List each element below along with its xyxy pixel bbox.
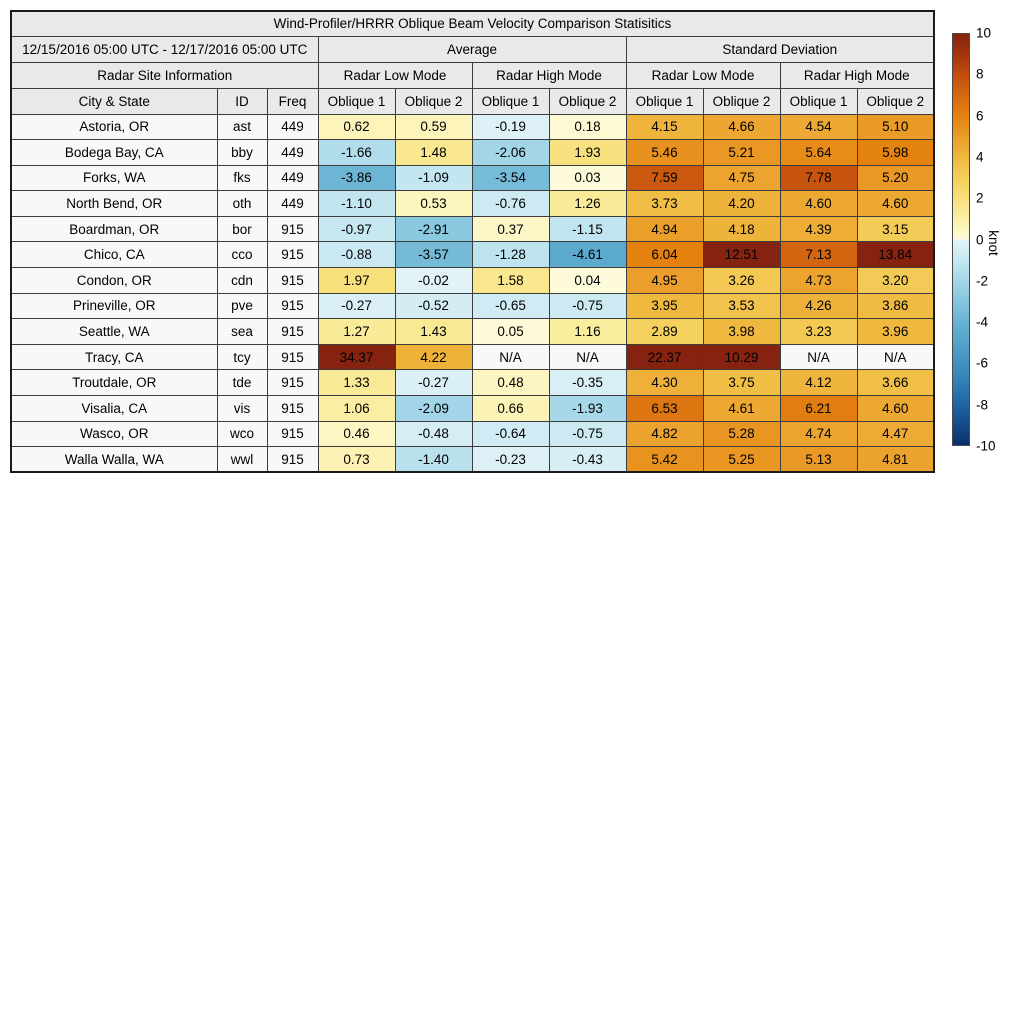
value-cell: 4.60 bbox=[857, 396, 934, 422]
city-cell: Chico, CA bbox=[11, 242, 217, 268]
header-city-state: City & State bbox=[11, 88, 217, 114]
city-cell: Seattle, WA bbox=[11, 319, 217, 345]
value-cell: 4.75 bbox=[703, 165, 780, 191]
header-average: Average bbox=[318, 36, 626, 62]
value-cell: 4.61 bbox=[703, 396, 780, 422]
value-cell: 4.22 bbox=[395, 344, 472, 370]
value-cell: 10.29 bbox=[703, 344, 780, 370]
header-avg-high-mode: Radar High Mode bbox=[472, 62, 626, 88]
header-avg-low-mode: Radar Low Mode bbox=[318, 62, 472, 88]
freq-cell: 449 bbox=[267, 191, 318, 217]
city-cell: Visalia, CA bbox=[11, 396, 217, 422]
id-cell: wwl bbox=[217, 447, 267, 473]
value-cell: 0.46 bbox=[318, 421, 395, 447]
id-cell: sea bbox=[217, 319, 267, 345]
value-cell: 0.18 bbox=[549, 114, 626, 140]
table-body bbox=[11, 114, 934, 472]
value-cell: -1.10 bbox=[318, 191, 395, 217]
colorbar-tick-label: -2 bbox=[976, 273, 989, 289]
freq-cell: 915 bbox=[267, 216, 318, 242]
city-cell: Condon, OR bbox=[11, 268, 217, 294]
value-cell: -0.43 bbox=[549, 447, 626, 473]
value-cell: 3.96 bbox=[857, 319, 934, 345]
table-row bbox=[11, 421, 934, 447]
stats-table bbox=[10, 10, 935, 473]
table-row bbox=[11, 268, 934, 294]
value-cell: 7.78 bbox=[780, 165, 857, 191]
value-cell: N/A bbox=[857, 344, 934, 370]
colorbar-tick-label: 6 bbox=[976, 108, 984, 124]
value-cell: 6.53 bbox=[626, 396, 703, 422]
value-cell: 3.15 bbox=[857, 216, 934, 242]
value-cell: 34.37 bbox=[318, 344, 395, 370]
table-row bbox=[11, 114, 934, 140]
value-cell: 4.60 bbox=[857, 191, 934, 217]
value-cell: -0.48 bbox=[395, 421, 472, 447]
table-row bbox=[11, 344, 934, 370]
value-cell: N/A bbox=[780, 344, 857, 370]
value-cell: 7.59 bbox=[626, 165, 703, 191]
value-cell: -0.52 bbox=[395, 293, 472, 319]
freq-cell: 915 bbox=[267, 293, 318, 319]
value-cell: 13.84 bbox=[857, 242, 934, 268]
value-cell: -1.40 bbox=[395, 447, 472, 473]
value-cell: 0.48 bbox=[472, 370, 549, 396]
value-cell: 0.59 bbox=[395, 114, 472, 140]
value-cell: -1.66 bbox=[318, 140, 395, 166]
value-cell: -0.75 bbox=[549, 421, 626, 447]
value-cell: 0.03 bbox=[549, 165, 626, 191]
table-row bbox=[11, 370, 934, 396]
value-cell: 1.26 bbox=[549, 191, 626, 217]
value-cell: 1.43 bbox=[395, 319, 472, 345]
value-cell: 1.48 bbox=[395, 140, 472, 166]
header-freq: Freq bbox=[267, 88, 318, 114]
freq-cell: 915 bbox=[267, 344, 318, 370]
freq-cell: 915 bbox=[267, 319, 318, 345]
value-cell: 1.97 bbox=[318, 268, 395, 294]
header-radar-site-information: Radar Site Information bbox=[11, 62, 318, 88]
value-cell: 6.04 bbox=[626, 242, 703, 268]
city-cell: Walla Walla, WA bbox=[11, 447, 217, 473]
id-cell: ast bbox=[217, 114, 267, 140]
value-cell: 0.66 bbox=[472, 396, 549, 422]
value-cell: 3.95 bbox=[626, 293, 703, 319]
value-cell: -2.91 bbox=[395, 216, 472, 242]
city-cell: Boardman, OR bbox=[11, 216, 217, 242]
colorbar-tick-label: 0 bbox=[976, 232, 984, 247]
mode-header-row bbox=[11, 62, 934, 88]
value-cell: -0.19 bbox=[472, 114, 549, 140]
id-cell: bor bbox=[217, 216, 267, 242]
value-cell: 4.82 bbox=[626, 421, 703, 447]
value-cell: -0.88 bbox=[318, 242, 395, 268]
value-cell: 6.21 bbox=[780, 396, 857, 422]
value-cell: 5.21 bbox=[703, 140, 780, 166]
value-cell: 1.58 bbox=[472, 268, 549, 294]
value-cell: 3.53 bbox=[703, 293, 780, 319]
table-row bbox=[11, 216, 934, 242]
id-cell: oth bbox=[217, 191, 267, 217]
value-cell: -0.35 bbox=[549, 370, 626, 396]
freq-cell: 915 bbox=[267, 268, 318, 294]
table-row bbox=[11, 165, 934, 191]
colorbar-unit-label: knot bbox=[986, 230, 1001, 256]
value-cell: 5.10 bbox=[857, 114, 934, 140]
value-cell: 4.39 bbox=[780, 216, 857, 242]
id-cell: vis bbox=[217, 396, 267, 422]
value-cell: 4.54 bbox=[780, 114, 857, 140]
value-cell: 4.81 bbox=[857, 447, 934, 473]
header-std-high-mode: Radar High Mode bbox=[780, 62, 934, 88]
value-cell: 4.47 bbox=[857, 421, 934, 447]
value-cell: 22.37 bbox=[626, 344, 703, 370]
value-cell: N/A bbox=[472, 344, 549, 370]
value-cell: -1.93 bbox=[549, 396, 626, 422]
value-cell: -0.65 bbox=[472, 293, 549, 319]
value-cell: 0.62 bbox=[318, 114, 395, 140]
freq-cell: 915 bbox=[267, 242, 318, 268]
freq-cell: 449 bbox=[267, 165, 318, 191]
colorbar-tick-label: 10 bbox=[976, 25, 992, 41]
value-cell: 3.75 bbox=[703, 370, 780, 396]
table-title: Wind-Profiler/HRRR Oblique Beam Velocity Comparison Statisitics bbox=[11, 11, 934, 36]
header-standard-deviation: Standard Deviation bbox=[626, 36, 934, 62]
id-cell: wco bbox=[217, 421, 267, 447]
value-cell: -3.54 bbox=[472, 165, 549, 191]
colorbar-tick-label: -8 bbox=[976, 397, 989, 413]
header-oblique-1: Oblique 1 bbox=[780, 88, 857, 114]
group-header-row bbox=[11, 36, 934, 62]
table-row bbox=[11, 140, 934, 166]
city-cell: Prineville, OR bbox=[11, 293, 217, 319]
freq-cell: 915 bbox=[267, 370, 318, 396]
value-cell: 0.04 bbox=[549, 268, 626, 294]
city-cell: Tracy, CA bbox=[11, 344, 217, 370]
header-oblique-1: Oblique 1 bbox=[626, 88, 703, 114]
value-cell: 5.98 bbox=[857, 140, 934, 166]
value-cell: -1.09 bbox=[395, 165, 472, 191]
value-cell: 4.20 bbox=[703, 191, 780, 217]
column-header-row bbox=[11, 88, 934, 114]
value-cell: 3.23 bbox=[780, 319, 857, 345]
id-cell: bby bbox=[217, 140, 267, 166]
city-cell: Bodega Bay, CA bbox=[11, 140, 217, 166]
value-cell: -0.23 bbox=[472, 447, 549, 473]
city-cell: Forks, WA bbox=[11, 165, 217, 191]
colorbar-tick-label: -6 bbox=[976, 355, 989, 371]
value-cell: -2.09 bbox=[395, 396, 472, 422]
header-std-low-mode: Radar Low Mode bbox=[626, 62, 780, 88]
value-cell: 3.26 bbox=[703, 268, 780, 294]
freq-cell: 915 bbox=[267, 447, 318, 473]
header-oblique-1: Oblique 1 bbox=[472, 88, 549, 114]
header-id: ID bbox=[217, 88, 267, 114]
value-cell: -1.15 bbox=[549, 216, 626, 242]
value-cell: -3.86 bbox=[318, 165, 395, 191]
colorbar-tick-label: 8 bbox=[976, 66, 984, 82]
header-oblique-1: Oblique 1 bbox=[318, 88, 395, 114]
freq-cell: 449 bbox=[267, 140, 318, 166]
value-cell: 5.42 bbox=[626, 447, 703, 473]
value-cell: -2.06 bbox=[472, 140, 549, 166]
value-cell: 4.95 bbox=[626, 268, 703, 294]
title-row bbox=[11, 11, 934, 36]
city-cell: Astoria, OR bbox=[11, 114, 217, 140]
colorbar-tick-label: 2 bbox=[976, 190, 984, 206]
header-oblique-2: Oblique 2 bbox=[395, 88, 472, 114]
value-cell: 1.06 bbox=[318, 396, 395, 422]
value-cell: 12.51 bbox=[703, 242, 780, 268]
value-cell: -0.02 bbox=[395, 268, 472, 294]
value-cell: 2.89 bbox=[626, 319, 703, 345]
value-cell: -0.97 bbox=[318, 216, 395, 242]
value-cell: 5.64 bbox=[780, 140, 857, 166]
colorbar bbox=[952, 33, 970, 446]
value-cell: 4.30 bbox=[626, 370, 703, 396]
colorbar-tick-label: -10 bbox=[976, 438, 996, 454]
value-cell: 4.94 bbox=[626, 216, 703, 242]
value-cell: 5.25 bbox=[703, 447, 780, 473]
value-cell: 1.93 bbox=[549, 140, 626, 166]
value-cell: -1.28 bbox=[472, 242, 549, 268]
freq-cell: 915 bbox=[267, 421, 318, 447]
value-cell: -0.76 bbox=[472, 191, 549, 217]
value-cell: 1.16 bbox=[549, 319, 626, 345]
value-cell: 3.20 bbox=[857, 268, 934, 294]
value-cell: 4.74 bbox=[780, 421, 857, 447]
value-cell: 4.66 bbox=[703, 114, 780, 140]
table-row bbox=[11, 191, 934, 217]
value-cell: 1.33 bbox=[318, 370, 395, 396]
value-cell: 4.60 bbox=[780, 191, 857, 217]
header-oblique-2: Oblique 2 bbox=[549, 88, 626, 114]
header-oblique-2: Oblique 2 bbox=[703, 88, 780, 114]
colorbar-tick-label: -4 bbox=[976, 314, 989, 330]
value-cell: 4.15 bbox=[626, 114, 703, 140]
value-cell: 3.98 bbox=[703, 319, 780, 345]
id-cell: cdn bbox=[217, 268, 267, 294]
value-cell: 5.20 bbox=[857, 165, 934, 191]
value-cell: 5.13 bbox=[780, 447, 857, 473]
city-cell: Troutdale, OR bbox=[11, 370, 217, 396]
value-cell: 0.73 bbox=[318, 447, 395, 473]
value-cell: 3.86 bbox=[857, 293, 934, 319]
header-oblique-2: Oblique 2 bbox=[857, 88, 934, 114]
table-row bbox=[11, 242, 934, 268]
id-cell: tde bbox=[217, 370, 267, 396]
date-range: 12/15/2016 05:00 UTC - 12/17/2016 05:00 UTC bbox=[11, 36, 318, 62]
value-cell: -4.61 bbox=[549, 242, 626, 268]
value-cell: -0.27 bbox=[395, 370, 472, 396]
value-cell: 5.46 bbox=[626, 140, 703, 166]
value-cell: 1.27 bbox=[318, 319, 395, 345]
colorbar-tick-label: 4 bbox=[976, 149, 984, 165]
table-row bbox=[11, 319, 934, 345]
value-cell: 4.12 bbox=[780, 370, 857, 396]
id-cell: fks bbox=[217, 165, 267, 191]
id-cell: cco bbox=[217, 242, 267, 268]
value-cell: 4.26 bbox=[780, 293, 857, 319]
value-cell: -3.57 bbox=[395, 242, 472, 268]
freq-cell: 449 bbox=[267, 114, 318, 140]
table-row bbox=[11, 293, 934, 319]
value-cell: 7.13 bbox=[780, 242, 857, 268]
value-cell: 0.05 bbox=[472, 319, 549, 345]
value-cell: 0.53 bbox=[395, 191, 472, 217]
city-cell: Wasco, OR bbox=[11, 421, 217, 447]
value-cell: N/A bbox=[549, 344, 626, 370]
value-cell: -0.27 bbox=[318, 293, 395, 319]
value-cell: 4.73 bbox=[780, 268, 857, 294]
table-row bbox=[11, 396, 934, 422]
value-cell: -0.64 bbox=[472, 421, 549, 447]
value-cell: -0.75 bbox=[549, 293, 626, 319]
freq-cell: 915 bbox=[267, 396, 318, 422]
value-cell: 3.73 bbox=[626, 191, 703, 217]
table-row bbox=[11, 447, 934, 473]
id-cell: tcy bbox=[217, 344, 267, 370]
value-cell: 0.37 bbox=[472, 216, 549, 242]
city-cell: North Bend, OR bbox=[11, 191, 217, 217]
value-cell: 4.18 bbox=[703, 216, 780, 242]
value-cell: 3.66 bbox=[857, 370, 934, 396]
id-cell: pve bbox=[217, 293, 267, 319]
value-cell: 5.28 bbox=[703, 421, 780, 447]
